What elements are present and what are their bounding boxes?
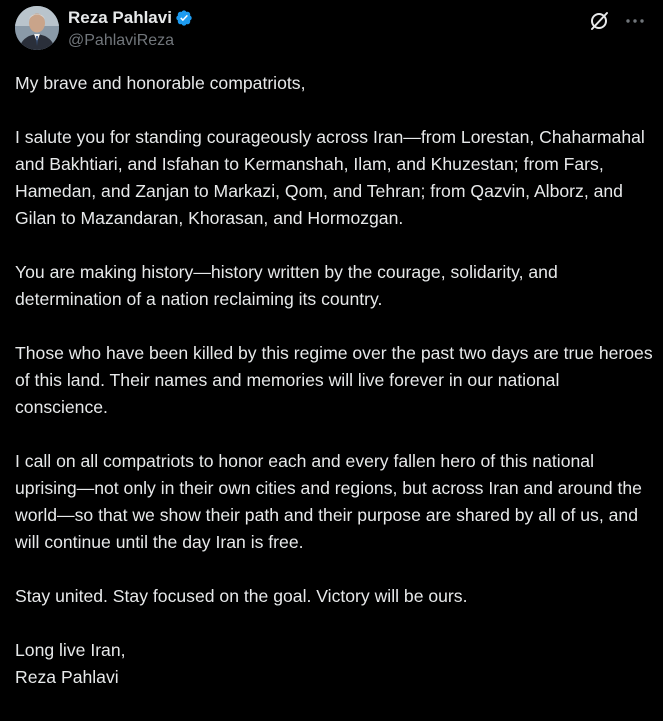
paragraph: Stay united. Stay focused on the goal. Victory will be ours.	[15, 586, 468, 606]
paragraph: Those who have been killed by this regime over the past two days are true heroes of this land. Their names and memories will live forever in our national conscience.	[15, 343, 653, 417]
paragraph: I salute you for standing courageously across Iran—from Lorestan, Chaharmahal and Bakhtiari, and Isfahan to Kermanshah, Ilam, and Khuzestan; from Fars, Hamedan, and Zanjan to Markazi, Qom, and Tehran; from Qazvin, Alborz, and Gilan to Mazandaran, Khorasan, and Hormozgan.	[15, 127, 645, 228]
paragraph: I call on all compatriots to honor each and every fallen hero of this national uprising—not only in their own cities and regions, but across Iran and around the world—so that we show their path and their purpose are shared by all of us, and will continue until the day Iran is free.	[15, 451, 642, 552]
signature: Long live Iran, Reza Pahlavi	[15, 640, 126, 687]
post-actions	[588, 10, 646, 32]
post-text	[15, 70, 655, 691]
more-icon[interactable]	[624, 10, 646, 32]
paragraph: You are making history—history written by the courage, solidarity, and determination of a nation reclaiming its country.	[15, 262, 558, 309]
paragraph: My brave and honorable compatriots,	[15, 73, 306, 93]
display-name[interactable]: Reza Pahlavi	[68, 8, 172, 27]
grok-icon[interactable]	[588, 10, 610, 32]
post-header	[15, 6, 648, 54]
verified-badge-icon	[175, 9, 193, 27]
avatar[interactable]	[15, 6, 59, 50]
name-row	[68, 8, 193, 28]
author-names	[68, 8, 193, 51]
author-handle[interactable]: @PahlaviReza	[68, 32, 175, 49]
